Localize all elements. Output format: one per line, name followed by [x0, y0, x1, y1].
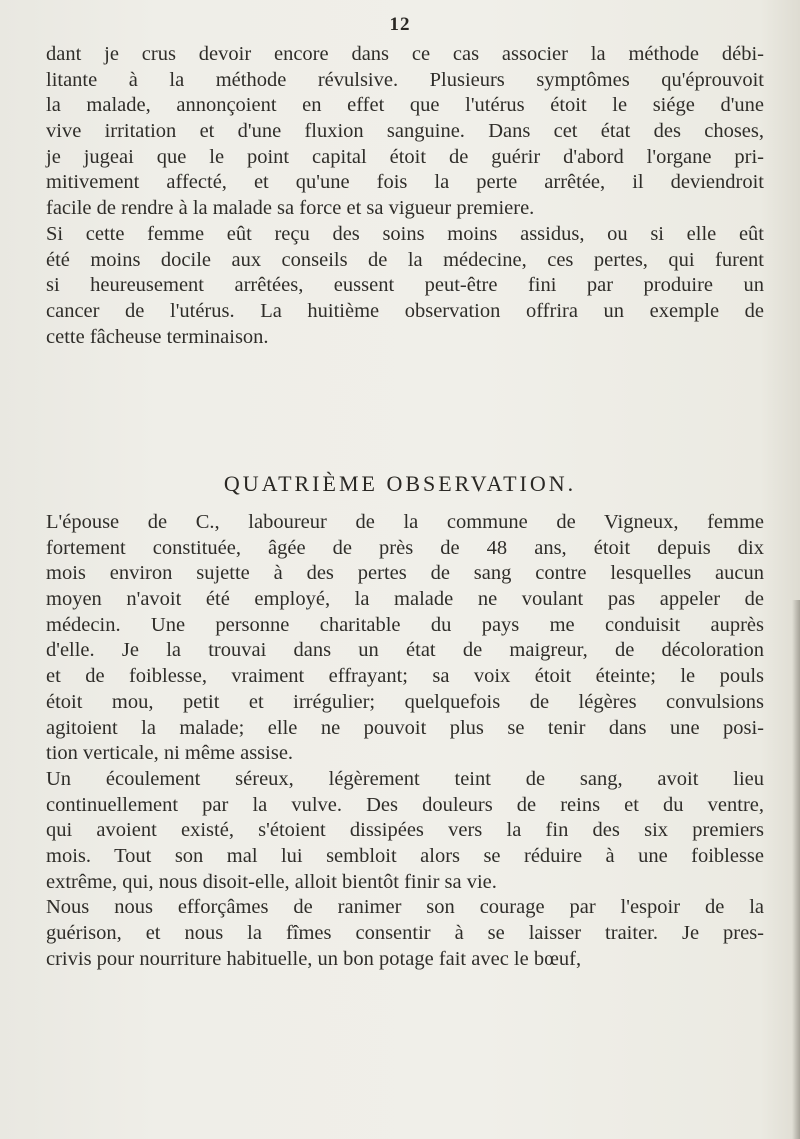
text-line: mois environ sujette à des pertes de sang contre lesquelles aucun [46, 562, 764, 585]
text-line: Nous nous efforçâmes de ranimer son courage par l'espoir de la [46, 896, 764, 919]
text-line: extrême, qui, nous disoit-elle, alloit bientôt finir sa vie. [46, 870, 497, 893]
text-line: dant je crus devoir encore dans ce cas associer la méthode débi- [46, 43, 764, 65]
text-line: été moins docile aux conseils de la médecine, ces pertes, qui furent [46, 248, 764, 271]
text-line: crivis pour nourriture habituelle, un bon potage fait avec le bœuf, [46, 947, 582, 970]
text-line: Un écoulement séreux, légèrement teint de sang, avoit lieu [46, 767, 764, 790]
text-line: d'elle. Je la trouvai dans un état de maigreur, de décoloration [46, 639, 764, 662]
section-heading: QUATRIÈME OBSERVATION. [223, 471, 577, 496]
text-line: mitivement affecté, et qu'une fois la perte arrêtée, il deviendroit [46, 171, 764, 194]
text-line: médecin. Une personne charitable du pays me conduisit auprès [46, 613, 764, 636]
text-line: qui avoient existé, s'étoient dissipées vers la fin des six premiers [46, 819, 764, 842]
paragraph-block-observation [46, 510, 764, 972]
text-line: étoit mou, petit et irrégulier; quelquefois de légères convulsions [46, 690, 764, 713]
page-number: 12 [389, 14, 411, 35]
text-line: vive irritation et d'une fluxion sanguine. Dans cet état des choses, [46, 120, 764, 143]
text-line: cancer de l'utérus. La huitième observation offrira un exemple de [46, 299, 764, 322]
text-line: la malade, annonçoient en effet que l'utérus étoit le siége d'une [46, 94, 764, 117]
text-line: Si cette femme eût reçu des soins moins assidus, ou si elle eût [46, 222, 764, 245]
text-line: fortement constituée, âgée de près de 48 ans, étoit depuis dix [46, 536, 764, 559]
text-line: agitoient la malade; elle ne pouvoit plus se tenir dans une posi- [46, 716, 764, 739]
text-line: si heureusement arrêtées, eussent peut-être fini par produire un [46, 274, 764, 297]
page-edge-shadow [792, 600, 800, 1139]
text-line: L'épouse de C., laboureur de la commune de Vigneux, femme [46, 511, 764, 533]
text-line: continuellement par la vulve. Des douleurs de reins et du ventre, [46, 793, 764, 816]
paragraph-block-top [46, 42, 764, 350]
text-line: moyen n'avoit été employé, la malade ne voulant pas appeler de [46, 588, 764, 611]
text-line: guérison, et nous la fîmes consentir à se laisser traiter. Je pres- [46, 922, 764, 944]
text-line: je jugeai que le point capital étoit de guérir d'abord l'organe pri- [46, 145, 764, 168]
text-line: cette fâcheuse terminaison. [46, 325, 269, 348]
text-line: et de foiblesse, vraiment effrayant; sa voix étoit éteinte; le pouls [46, 665, 764, 688]
text-line: mois. Tout son mal lui sembloit alors se réduire à une foiblesse [46, 844, 764, 867]
text-line: litante à la méthode révulsive. Plusieurs symptômes qu'éprouvoit [46, 68, 764, 91]
text-line: facile de rendre à la malade sa force et sa vigueur premiere. [46, 197, 535, 220]
text-line: tion verticale, ni même assise. [46, 742, 294, 765]
